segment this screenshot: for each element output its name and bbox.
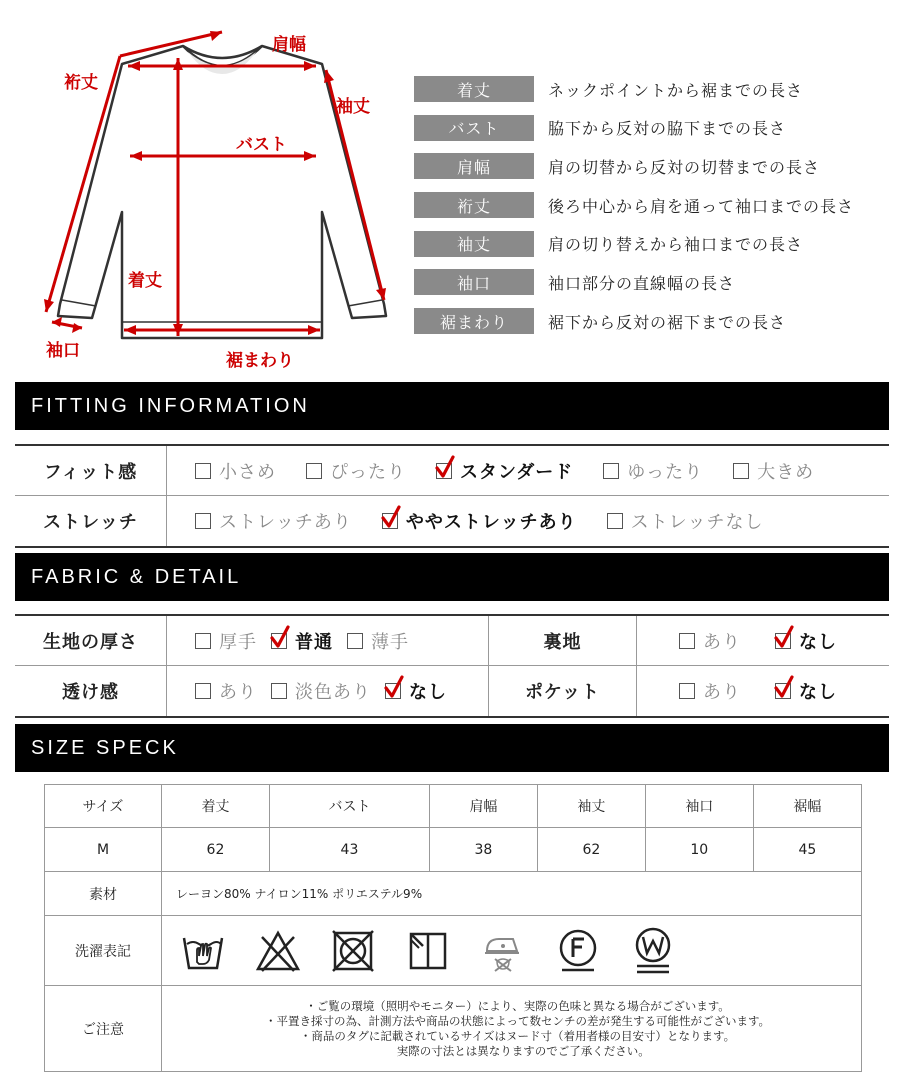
legend-key: 裾まわり bbox=[414, 308, 534, 334]
legend-row bbox=[414, 308, 884, 334]
legend-desc: ネックポイントから裾までの長さ bbox=[548, 80, 804, 100]
measurement-legend bbox=[414, 76, 884, 347]
size-value-cell: M bbox=[45, 828, 162, 872]
thickness-row bbox=[15, 616, 889, 666]
option-checked[interactable] bbox=[382, 508, 577, 534]
option-label: ストレッチなし bbox=[630, 512, 764, 533]
low-iron-icon bbox=[478, 925, 528, 977]
fitting-table bbox=[15, 444, 889, 548]
option-checked[interactable] bbox=[385, 678, 447, 704]
option[interactable] bbox=[271, 678, 371, 704]
checked-box-icon[interactable] bbox=[436, 463, 452, 479]
pocket-options bbox=[637, 666, 889, 716]
option[interactable] bbox=[306, 458, 406, 484]
checkbox-icon[interactable] bbox=[195, 513, 211, 529]
option-label: あり bbox=[219, 682, 257, 703]
checkbox-icon[interactable] bbox=[679, 633, 695, 649]
option-label: ストレッチあり bbox=[219, 512, 352, 533]
notes-row bbox=[45, 986, 862, 1072]
option-label: ややストレッチあり bbox=[405, 512, 577, 533]
checkbox-icon[interactable] bbox=[195, 683, 211, 699]
checked-box-icon[interactable] bbox=[775, 633, 791, 649]
size-header-row bbox=[45, 785, 862, 828]
option-label: 厚手 bbox=[219, 631, 257, 653]
fabric-section-header: FABRIC & DETAIL bbox=[15, 553, 889, 601]
checkbox-icon[interactable] bbox=[306, 463, 322, 479]
option-label: 薄手 bbox=[371, 631, 409, 653]
checkbox-icon[interactable] bbox=[347, 633, 363, 649]
checked-box-icon[interactable] bbox=[775, 683, 791, 699]
option[interactable] bbox=[195, 678, 257, 704]
line-dry-shade-icon bbox=[403, 925, 453, 977]
legend-key: 袖口 bbox=[414, 269, 534, 295]
note-line: ・ご覧の環境（照明やモニター）により、実際の色味と異なる場合がございます。 bbox=[305, 998, 730, 1013]
size-section-header: SIZE SPECK bbox=[15, 724, 889, 772]
legend-desc: 裾下から反対の裾下までの長さ bbox=[548, 312, 787, 332]
care-icons-cell bbox=[162, 916, 862, 986]
option-checked[interactable] bbox=[271, 628, 333, 654]
option[interactable] bbox=[195, 628, 257, 654]
sheerness-label: 透け感 bbox=[15, 666, 167, 716]
fitting-section-header: FITTING INFORMATION bbox=[15, 382, 889, 430]
sheerness-row bbox=[15, 666, 889, 716]
checked-box-icon[interactable] bbox=[385, 683, 401, 699]
size-value-cell: 43 bbox=[269, 828, 429, 872]
wet-clean-w-icon bbox=[628, 925, 678, 977]
stretch-row bbox=[15, 496, 889, 546]
option[interactable] bbox=[733, 458, 814, 484]
legend-desc: 袖口部分の直線幅の長さ bbox=[548, 273, 736, 293]
label-katahaba: 肩幅 bbox=[272, 35, 306, 55]
notes-cell bbox=[162, 986, 862, 1072]
option-label: ゆったり bbox=[627, 461, 704, 483]
material-label: 素材 bbox=[45, 872, 162, 916]
size-header-cell: 着丈 bbox=[162, 785, 270, 828]
checkbox-icon[interactable] bbox=[195, 463, 211, 479]
option-checked[interactable] bbox=[775, 628, 837, 654]
checkbox-icon[interactable] bbox=[607, 513, 623, 529]
legend-row bbox=[414, 269, 884, 295]
option-label: 大きめ bbox=[757, 461, 815, 483]
note-line: ・商品のタグに記載されているサイズはヌード寸（着用者様の目安寸）となります。 bbox=[299, 1028, 736, 1043]
legend-key: バスト bbox=[414, 115, 534, 141]
checkbox-icon[interactable] bbox=[603, 463, 619, 479]
checked-box-icon[interactable] bbox=[382, 513, 398, 529]
checkbox-icon[interactable] bbox=[733, 463, 749, 479]
legend-desc: 肩の切替から反対の切替までの長さ bbox=[548, 157, 821, 177]
legend-desc: 肩の切り替えから袖口までの長さ bbox=[548, 235, 804, 255]
stretch-label: ストレッチ bbox=[15, 496, 167, 546]
option-label: 淡色あり bbox=[295, 682, 371, 703]
thickness-label: 生地の厚さ bbox=[15, 616, 167, 665]
size-value-cell: 45 bbox=[753, 828, 861, 872]
legend-row bbox=[414, 231, 884, 257]
notes-label: ご注意 bbox=[45, 986, 162, 1072]
legend-key: 着丈 bbox=[414, 76, 534, 102]
label-susomawari: 裾まわり bbox=[226, 351, 294, 371]
size-value-cell: 38 bbox=[429, 828, 537, 872]
no-bleach-icon bbox=[253, 925, 303, 977]
option[interactable] bbox=[195, 508, 352, 534]
option[interactable] bbox=[679, 678, 741, 704]
legend-desc: 後ろ中心から肩を通って袖口までの長さ bbox=[548, 196, 855, 216]
lining-label: 裏地 bbox=[489, 616, 637, 665]
pocket-label: ポケット bbox=[489, 666, 637, 716]
no-tumble-dry-icon bbox=[328, 925, 378, 977]
option-label: なし bbox=[799, 631, 837, 653]
label-yuki: 裄丈 bbox=[64, 73, 98, 93]
size-value-cell: 10 bbox=[645, 828, 753, 872]
care-label: 洗濯表記 bbox=[45, 916, 162, 986]
material-value: レーヨン80% ナイロン11% ポリエステル9% bbox=[162, 872, 862, 916]
option-label: なし bbox=[409, 682, 447, 703]
label-sodetake: 袖丈 bbox=[336, 97, 370, 117]
legend-key: 肩幅 bbox=[414, 153, 534, 179]
sheerness-options bbox=[167, 666, 489, 716]
legend-row bbox=[414, 153, 884, 179]
thickness-options bbox=[167, 616, 489, 665]
size-value-cell: 62 bbox=[162, 828, 270, 872]
checked-box-icon[interactable] bbox=[271, 633, 287, 649]
size-header-cell: 袖丈 bbox=[537, 785, 645, 828]
option[interactable] bbox=[195, 458, 276, 484]
size-header-cell: バスト bbox=[269, 785, 429, 828]
label-kitake: 着丈 bbox=[128, 271, 162, 291]
size-header-cell: サイズ bbox=[45, 785, 162, 828]
option[interactable] bbox=[347, 628, 409, 654]
legend-key: 袖丈 bbox=[414, 231, 534, 257]
option-label: スタンダード bbox=[460, 461, 574, 483]
size-header-cell: 袖口 bbox=[645, 785, 753, 828]
fit-row bbox=[15, 446, 889, 496]
option-label: あり bbox=[703, 682, 741, 703]
size-header-cell: 肩幅 bbox=[429, 785, 537, 828]
fabric-table bbox=[15, 614, 889, 718]
option-label: なし bbox=[799, 682, 837, 703]
material-row bbox=[45, 872, 862, 916]
checkbox-icon[interactable] bbox=[195, 633, 211, 649]
legend-row bbox=[414, 76, 884, 102]
legend-key: 裄丈 bbox=[414, 192, 534, 218]
dry-clean-f-icon bbox=[553, 925, 603, 977]
option[interactable] bbox=[607, 508, 764, 534]
option-checked[interactable] bbox=[436, 458, 573, 484]
legend-row bbox=[414, 192, 884, 218]
label-bust: バスト bbox=[236, 135, 287, 155]
legend-desc: 脇下から反対の脇下までの長さ bbox=[548, 119, 787, 139]
size-data-row bbox=[45, 828, 862, 872]
care-row bbox=[45, 916, 862, 986]
size-table bbox=[44, 784, 862, 1072]
option-label: 小さめ bbox=[219, 461, 276, 483]
sweater-illustration bbox=[0, 0, 400, 380]
option-label: あり bbox=[703, 631, 741, 653]
checkbox-icon[interactable] bbox=[271, 683, 287, 699]
hand-wash-icon bbox=[178, 925, 228, 977]
option-label: 普通 bbox=[295, 631, 333, 653]
option-label: ぴったり bbox=[330, 461, 406, 483]
note-line: 実際の寸法とは異なりますのでご了承ください。 bbox=[385, 1043, 650, 1058]
fit-options bbox=[167, 446, 889, 495]
legend-row bbox=[414, 115, 884, 141]
measurement-diagram bbox=[0, 0, 400, 380]
lining-options bbox=[637, 616, 889, 665]
size-value-cell: 62 bbox=[537, 828, 645, 872]
option-checked[interactable] bbox=[775, 678, 837, 704]
option[interactable] bbox=[679, 628, 741, 654]
checkbox-icon[interactable] bbox=[679, 683, 695, 699]
fit-label: フィット感 bbox=[15, 446, 167, 495]
size-header-cell: 裾幅 bbox=[753, 785, 861, 828]
label-sodeguchi: 袖口 bbox=[46, 341, 80, 361]
stretch-options bbox=[167, 496, 889, 546]
note-line: ・平置き採寸の為、計測方法や商品の状態によって数センチの差が発生する可能性がございます。 bbox=[264, 1013, 771, 1028]
option[interactable] bbox=[603, 458, 703, 484]
